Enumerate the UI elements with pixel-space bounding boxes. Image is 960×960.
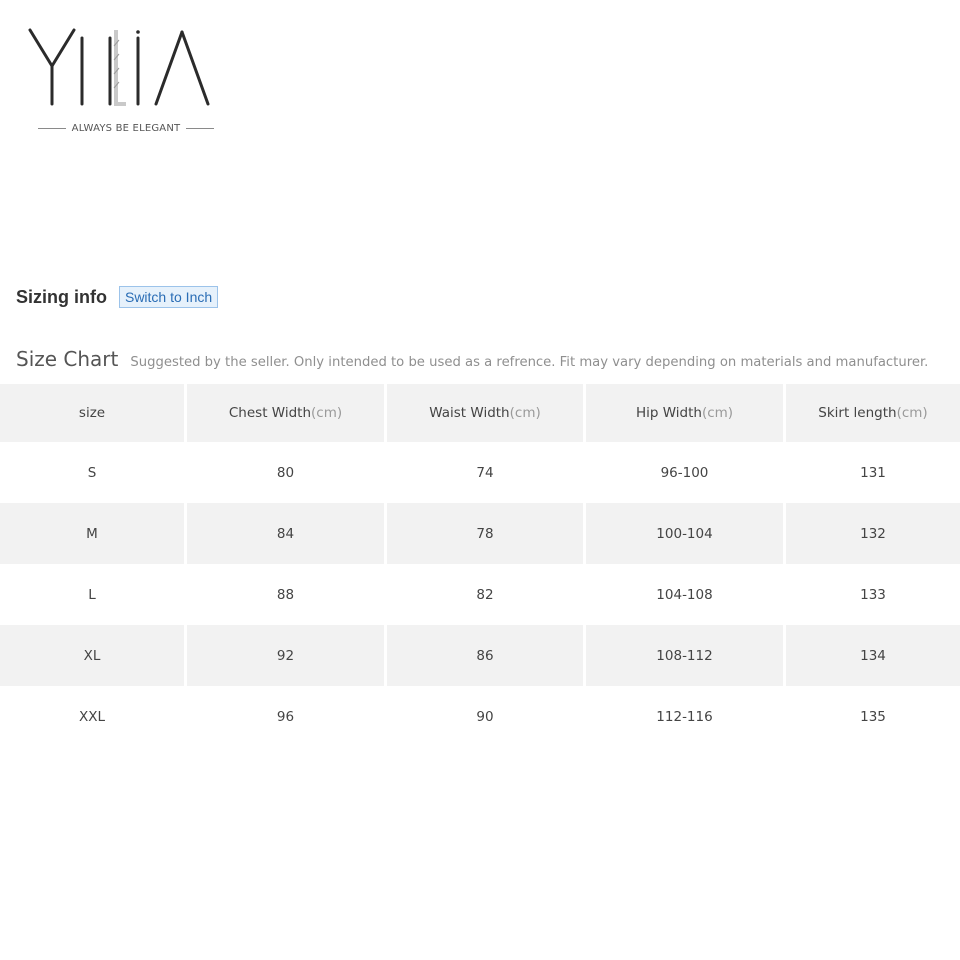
tagline-divider-right: [186, 128, 214, 129]
waist-width-cell: 82: [387, 564, 586, 625]
skirt-length-cell: 132: [786, 503, 960, 564]
size-chart-note: Suggested by the seller. Only intended to be used as a refrence. Fit may vary depending on materials and manufacturer.: [130, 355, 929, 370]
column-header-label: Skirt length: [818, 405, 897, 421]
waist-width-cell: 90: [387, 686, 586, 747]
skirt-length-cell: 135: [786, 686, 960, 747]
column-header-waist-width: [387, 384, 586, 442]
waist-width-cell: 74: [387, 442, 586, 503]
table-row: [0, 564, 960, 625]
column-header-chest-width: [187, 384, 387, 442]
skirt-length-cell: 133: [786, 564, 960, 625]
chest-width-cell: 84: [187, 503, 387, 564]
column-header-unit: (cm): [509, 405, 541, 421]
switch-to-inch-button[interactable]: Switch to Inch: [119, 286, 218, 308]
size-cell: M: [0, 503, 187, 564]
size-chart-table: [0, 384, 960, 747]
chest-width-cell: 96: [187, 686, 387, 747]
sizing-info-title: Sizing info: [16, 286, 107, 307]
waist-width-cell: 78: [387, 503, 586, 564]
column-header-skirt-length: [786, 384, 960, 442]
table-header-row: [0, 384, 960, 442]
tagline-text: ALWAYS BE ELEGANT: [71, 122, 181, 134]
column-header-unit: (cm): [896, 405, 928, 421]
column-header-hip-width: [586, 384, 786, 442]
hip-width-cell: 100-104: [586, 503, 786, 564]
size-cell: XXL: [0, 686, 187, 747]
sizing-info-header: [16, 286, 218, 308]
yilia-logo-icon: [26, 26, 216, 110]
column-header-label: size: [78, 405, 106, 421]
chest-width-cell: 92: [187, 625, 387, 686]
size-cell: XL: [0, 625, 187, 686]
table-row: [0, 625, 960, 686]
chest-width-cell: 80: [187, 442, 387, 503]
hip-width-cell: 112-116: [586, 686, 786, 747]
size-cell: L: [0, 564, 187, 625]
hip-width-cell: 108-112: [586, 625, 786, 686]
chest-width-cell: 88: [187, 564, 387, 625]
column-header-label: Waist Width: [429, 405, 510, 421]
table-row: [0, 442, 960, 503]
column-header-label: Chest Width: [228, 405, 312, 421]
waist-width-cell: 86: [387, 625, 586, 686]
size-cell: S: [0, 442, 187, 503]
tagline-divider-left: [38, 128, 66, 129]
column-header-label: Hip Width: [635, 405, 702, 421]
brand-tagline: [38, 120, 214, 136]
table-row: [0, 686, 960, 747]
hip-width-cell: 104-108: [586, 564, 786, 625]
hip-width-cell: 96-100: [586, 442, 786, 503]
size-chart-title: Size Chart: [16, 347, 119, 371]
column-header-unit: (cm): [311, 405, 343, 421]
column-header-unit: (cm): [701, 405, 734, 421]
column-header-size: [0, 384, 187, 442]
size-chart-header: [16, 347, 928, 371]
skirt-length-cell: 134: [786, 625, 960, 686]
skirt-length-cell: 131: [786, 442, 960, 503]
table-row: [0, 503, 960, 564]
